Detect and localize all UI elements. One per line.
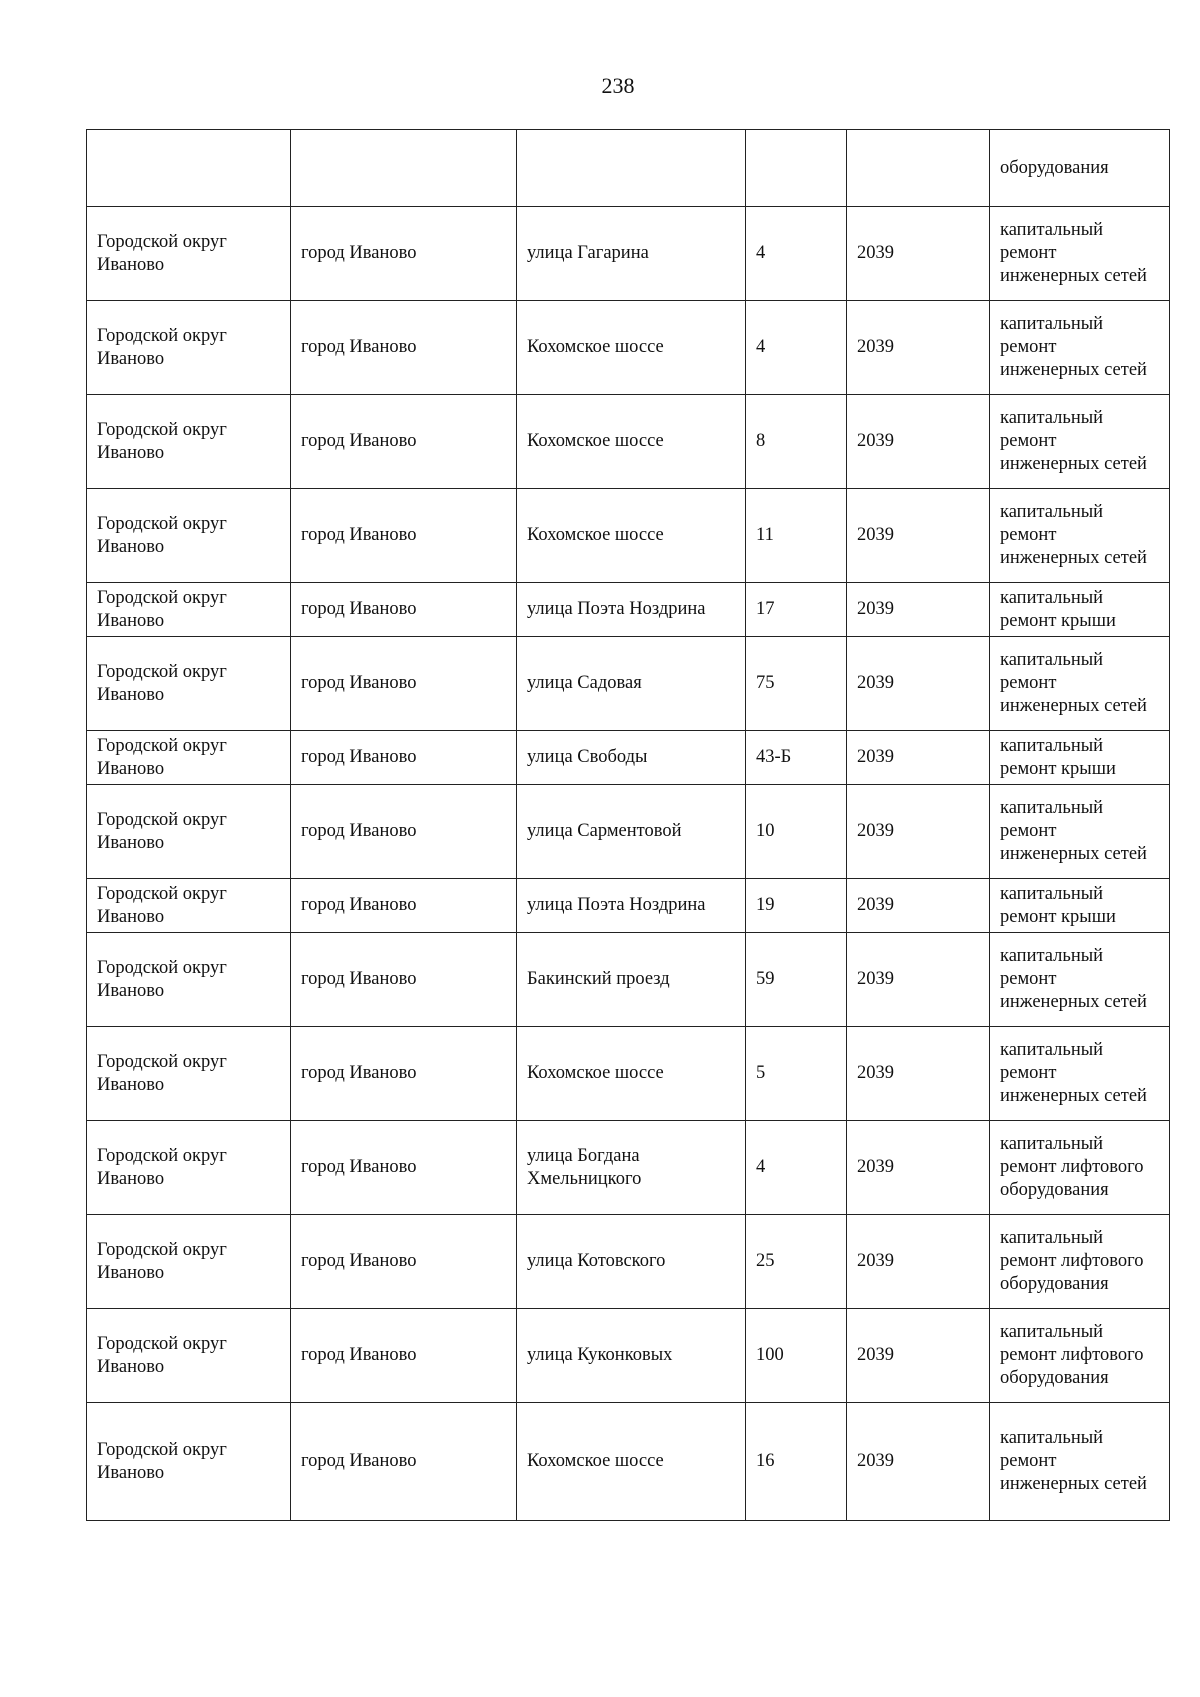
street-cell: Кохомское шоссе (517, 1027, 746, 1121)
year-cell: 2039 (847, 879, 990, 933)
house-cell: 10 (746, 785, 847, 879)
house-cell: 16 (746, 1403, 847, 1521)
table-row-continuation (87, 130, 1170, 207)
street-cell: улица Богдана Хмельницкого (517, 1121, 746, 1215)
municipality-cell: Городской округ Иваново (87, 1027, 291, 1121)
year-cell: 2039 (847, 207, 990, 301)
house-cell: 25 (746, 1215, 847, 1309)
year-cell: 2039 (847, 489, 990, 583)
house-cell (746, 130, 847, 207)
municipality-cell: Городской округ Иваново (87, 1403, 291, 1521)
settlement-cell: город Иваново (291, 1309, 517, 1403)
work-type-cell: капитальный ремонт инженерных сетей (990, 785, 1170, 879)
municipality-cell: Городской округ Иваново (87, 583, 291, 637)
settlement-cell: город Иваново (291, 207, 517, 301)
street-cell: улица Свободы (517, 731, 746, 785)
work-type-cell: оборудования (990, 130, 1170, 207)
work-type-cell: капитальный ремонт инженерных сетей (990, 207, 1170, 301)
settlement-cell: город Иваново (291, 731, 517, 785)
street-cell: Кохомское шоссе (517, 301, 746, 395)
settlement-cell: город Иваново (291, 637, 517, 731)
settlement-cell (291, 130, 517, 207)
settlement-cell: город Иваново (291, 1403, 517, 1521)
year-cell: 2039 (847, 1027, 990, 1121)
work-type-cell: капитальный ремонт инженерных сетей (990, 489, 1170, 583)
settlement-cell: город Иваново (291, 1027, 517, 1121)
work-type-cell: капитальный ремонт инженерных сетей (990, 1403, 1170, 1521)
year-cell: 2039 (847, 785, 990, 879)
street-cell: Бакинский проезд (517, 933, 746, 1027)
house-cell: 43-Б (746, 731, 847, 785)
table-row (87, 207, 1170, 301)
table-row (87, 1215, 1170, 1309)
work-type-cell: капитальный ремонт крыши (990, 583, 1170, 637)
settlement-cell: город Иваново (291, 1215, 517, 1309)
municipality-cell: Городской округ Иваново (87, 395, 291, 489)
house-cell: 11 (746, 489, 847, 583)
table-row (87, 395, 1170, 489)
table-row (87, 785, 1170, 879)
municipality-cell: Городской округ Иваново (87, 933, 291, 1027)
settlement-cell: город Иваново (291, 301, 517, 395)
year-cell: 2039 (847, 731, 990, 785)
table-row (87, 879, 1170, 933)
settlement-cell: город Иваново (291, 933, 517, 1027)
municipality-cell (87, 130, 291, 207)
table-row (87, 583, 1170, 637)
street-cell: Кохомское шоссе (517, 395, 746, 489)
house-cell: 4 (746, 1121, 847, 1215)
settlement-cell: город Иваново (291, 583, 517, 637)
work-type-cell: капитальный ремонт крыши (990, 879, 1170, 933)
settlement-cell: город Иваново (291, 879, 517, 933)
year-cell: 2039 (847, 1121, 990, 1215)
table-row (87, 1027, 1170, 1121)
year-cell: 2039 (847, 1403, 990, 1521)
repair-schedule-table (86, 129, 1170, 1521)
municipality-cell: Городской округ Иваново (87, 731, 291, 785)
street-cell: улица Садовая (517, 637, 746, 731)
table-row (87, 1403, 1170, 1521)
work-type-cell: капитальный ремонт инженерных сетей (990, 933, 1170, 1027)
house-cell: 100 (746, 1309, 847, 1403)
table-row (87, 637, 1170, 731)
year-cell: 2039 (847, 395, 990, 489)
house-cell: 8 (746, 395, 847, 489)
street-cell: улица Котовского (517, 1215, 746, 1309)
work-type-cell: капитальный ремонт лифтового оборудования (990, 1309, 1170, 1403)
municipality-cell: Городской округ Иваново (87, 1121, 291, 1215)
municipality-cell: Городской округ Иваново (87, 879, 291, 933)
municipality-cell: Городской округ Иваново (87, 207, 291, 301)
house-cell: 4 (746, 301, 847, 395)
work-type-cell: капитальный ремонт крыши (990, 731, 1170, 785)
page-number: 238 (601, 73, 635, 98)
year-cell: 2039 (847, 1309, 990, 1403)
work-type-cell: капитальный ремонт инженерных сетей (990, 301, 1170, 395)
year-cell: 2039 (847, 1215, 990, 1309)
house-cell: 4 (746, 207, 847, 301)
year-cell: 2039 (847, 583, 990, 637)
table-row (87, 489, 1170, 583)
settlement-cell: город Иваново (291, 395, 517, 489)
work-type-cell: капитальный ремонт лифтового оборудования (990, 1215, 1170, 1309)
street-cell (517, 130, 746, 207)
street-cell: улица Сарментовой (517, 785, 746, 879)
municipality-cell: Городской округ Иваново (87, 489, 291, 583)
street-cell: Кохомское шоссе (517, 1403, 746, 1521)
table-row (87, 1309, 1170, 1403)
municipality-cell: Городской округ Иваново (87, 1215, 291, 1309)
settlement-cell: город Иваново (291, 1121, 517, 1215)
year-cell: 2039 (847, 301, 990, 395)
house-cell: 5 (746, 1027, 847, 1121)
work-type-cell: капитальный ремонт инженерных сетей (990, 1027, 1170, 1121)
municipality-cell: Городской округ Иваново (87, 301, 291, 395)
table-row (87, 1121, 1170, 1215)
house-cell: 19 (746, 879, 847, 933)
municipality-cell: Городской округ Иваново (87, 785, 291, 879)
year-cell: 2039 (847, 637, 990, 731)
year-cell: 2039 (847, 933, 990, 1027)
settlement-cell: город Иваново (291, 785, 517, 879)
work-type-cell: капитальный ремонт инженерных сетей (990, 637, 1170, 731)
street-cell: улица Куконковых (517, 1309, 746, 1403)
settlement-cell: город Иваново (291, 489, 517, 583)
street-cell: улица Поэта Ноздрина (517, 879, 746, 933)
municipality-cell: Городской округ Иваново (87, 1309, 291, 1403)
house-cell: 59 (746, 933, 847, 1027)
year-cell (847, 130, 990, 207)
table-row (87, 301, 1170, 395)
street-cell: Кохомское шоссе (517, 489, 746, 583)
house-cell: 17 (746, 583, 847, 637)
work-type-cell: капитальный ремонт инженерных сетей (990, 395, 1170, 489)
house-cell: 75 (746, 637, 847, 731)
street-cell: улица Поэта Ноздрина (517, 583, 746, 637)
street-cell: улица Гагарина (517, 207, 746, 301)
work-type-cell: капитальный ремонт лифтового оборудования (990, 1121, 1170, 1215)
municipality-cell: Городской округ Иваново (87, 637, 291, 731)
table-row (87, 731, 1170, 785)
table-row (87, 933, 1170, 1027)
